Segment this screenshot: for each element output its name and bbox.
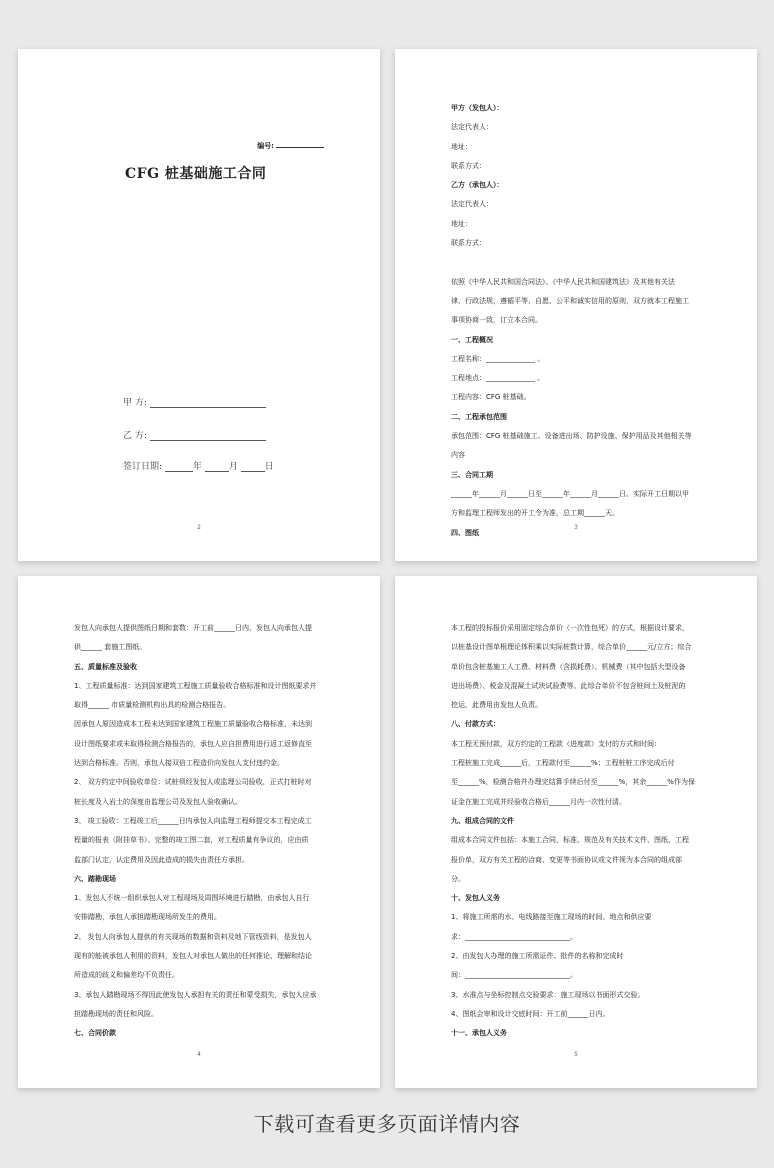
month-blank (205, 462, 229, 472)
page-3-text (451, 99, 701, 543)
section-heading: 十一、承包人义务 (451, 1029, 507, 1038)
body-line: 本工程无预付款，双方约定的工程款（进度款）支付的方式和时间： (451, 739, 661, 748)
contract-number-label: 编号: (257, 142, 274, 150)
body-line: 联系方式： (451, 239, 486, 248)
body-line: 发包人向承包人提供图纸日期和套数：开工前______日内，发包人向承包人提 (74, 624, 312, 632)
body-line: 单价包含桩基施工人工费、材料费（含损耗费）、机械费（其中包括大型设备 (451, 662, 686, 671)
month-label: 月 (228, 462, 238, 472)
sign-date-line (123, 459, 274, 472)
body-line: 2、 发包人向承包人提供的有关现场的数据和资料及地下管线资料，是发包人 (74, 932, 312, 941)
contract-number (257, 141, 324, 151)
body-line: 取得______ 市质量检测机构出具的检测合格报告。 (74, 701, 231, 710)
body-line: 事项协商一致，订立本合同。 (451, 316, 542, 325)
body-line (451, 253, 701, 272)
section-heading: 六、踏勘现场 (74, 874, 116, 883)
year-label: 年 (192, 462, 202, 472)
body-line: 因承包人原因造成本工程未达到国家建筑工程施工质量验收合格标准、未达到 (74, 720, 312, 729)
page-number: 5 (574, 1051, 578, 1058)
body-line: 1、将施工所需的水、电线路接至施工现场的时间、地点和供应要 (451, 913, 652, 922)
body-line: 达到合格标准。否则，承包人接双倍工程造价向发包人支付违约金。 (74, 759, 284, 768)
body-line: 分。 (451, 874, 465, 883)
body-line: 法定代表人： (451, 123, 493, 132)
body-line: 3、水准点与坐标控制点交验要求：施工现场以书面形式交验。 (451, 990, 645, 999)
page-number: 2 (197, 524, 201, 531)
page-5 (395, 576, 757, 1088)
section-heading: 五、质量标准及验收 (74, 662, 137, 671)
section-heading: 十、发包人义务 (451, 894, 500, 903)
page-3 (395, 49, 757, 561)
body-line: 供______ 套施工图纸。 (74, 643, 147, 652)
body-line: 工程内容：CFG 桩基础。 (451, 393, 531, 402)
body-line: 安排踏勘，承包人承担踏勘现场所发生的费用。 (74, 913, 221, 922)
day-blank (241, 462, 265, 472)
section-heading: 八、付款方式： (451, 720, 500, 729)
body-line: 本工程的投标报价采用固定综合单价（一次性包死）的方式，根据设计要求， (451, 624, 689, 632)
section-heading: 乙方（承包人）： (451, 181, 504, 190)
body-line: 求：______________________________。 (451, 932, 577, 941)
body-line: 至______%，检测合格并办理完结算手续后付至______%，其余______%作为保 (451, 778, 695, 787)
body-line: 设计图纸要求或未取得检测合格报告的，承包人应自担费用进行返工返修直至 (74, 739, 312, 748)
body-line: 现有的能被承包人利用的资料，发包人对承包人做出的任何推论、理解和结论 (74, 952, 312, 961)
body-line: 报价单，双方有关工程的洽商、变更等书面协议或文件视为本合同的组成部 (451, 855, 682, 864)
body-line: 证金在施工完成并经验收合格后______月内一次性付清。 (451, 797, 626, 806)
body-line: 桩长度及入岩土的深度由监理公司及发包人验收确认。 (74, 797, 242, 806)
download-caption: 下载可查看更多页面详情内容 (253, 1112, 521, 1136)
body-line: 地址： (451, 142, 472, 151)
body-line: 2、 双方约定中间验收单位：试桩须经发包人或监理公司验收，正式打桩时对 (74, 778, 312, 787)
section-heading: 一、工程概况 (451, 335, 493, 344)
body-line: 程量的报表（附挂草书）、完整的竣工图二套，对工程质量有争议的，应由质 (74, 836, 309, 845)
body-line: 承包范围：CFG 桩基础施工、设备进出场、防护设施、保护用品及其他相关等 (451, 432, 692, 441)
page-4 (18, 576, 380, 1088)
body-line: 以桩基设计图单根理论体积乘以实际桩数计算，综合单价______元/立方；综合 (451, 643, 692, 652)
sign-date-label: 签订日期: (123, 462, 163, 472)
page-2-cover (18, 49, 380, 561)
body-line: 进出场费）、税金及混凝土试块试验费等。此综合单价不包含桩间土及桩泥的 (451, 681, 686, 690)
contract-title: CFG 桩基础施工合同 (125, 166, 267, 182)
year-blank (165, 462, 193, 472)
body-line: 工程地点：______________ 。 (451, 374, 545, 383)
party-a-blank (150, 398, 266, 408)
body-line: 1、工程质量标准：达到国家建筑工程施工质量验收合格标准和设计图纸要求并 (74, 681, 317, 690)
section-heading: 甲方（发包人）： (451, 104, 504, 112)
section-heading: 四、图纸 (451, 528, 479, 537)
body-line: 所造成的歧义和偏差均不负责任。 (74, 971, 179, 980)
body-line: 间：______________________________。 (451, 971, 577, 980)
body-line: 联系方式： (451, 161, 486, 170)
party-a-line (123, 395, 266, 408)
section-heading: 九、组成合同的文件 (451, 816, 514, 825)
party-b-label: 乙 方: (123, 431, 147, 441)
party-b-blank (150, 431, 266, 441)
page-number: 4 (197, 1051, 201, 1058)
body-line: 挖运，此费用由发包人负责。 (451, 701, 542, 710)
page-4-text (74, 619, 324, 1044)
body-line: 地址： (451, 219, 472, 228)
section-heading: 二、工程承包范围 (451, 412, 507, 421)
body-line: 监部门认定，认定费用及因此造成的损失由责任方承担。 (74, 855, 249, 864)
body-line: 2、由发包人办理的施工所需证件、批件的名称和完成时 (451, 952, 624, 961)
page-5-text (451, 619, 701, 1044)
body-line: 1、发包人不统一组织承包人对工程现场及周围环境进行踏勘，由承包人自行 (74, 894, 310, 903)
contract-number-blank (276, 141, 324, 148)
body-line: 律、行政法规，遵循平等、自愿、公平和诚实信用的原则，双方就本工程施工 (451, 296, 689, 305)
body-line: 内容 (451, 451, 465, 460)
body-line: 3、承包人踏勘现场不得因此使发包人承担有关的责任和蒙受损失，承包人应承 (74, 990, 317, 999)
body-line: ______年______月______日至______年______月______日。实际开工日期以甲 (451, 489, 689, 498)
body-line: 3、 竣工验收：工程竣工后______日内承包人向监理工程师提交本工程完成工 (74, 816, 312, 825)
body-line: 工程名称：______________ 。 (451, 354, 545, 363)
party-a-label: 甲 方: (123, 398, 147, 408)
body-line: 组成本合同文件包括：本施工合同，标准、规范及有关技术文件、图纸、工程 (451, 836, 689, 845)
body-line: 依照《中华人民共和国合同法》、《中华人民共和国建筑法》及其他有关法 (451, 277, 675, 286)
party-b-line (123, 428, 266, 441)
page-number: 3 (574, 524, 578, 531)
section-heading: 七、合同价款 (74, 1029, 116, 1038)
body-line: 工程桩施工完成______后，工程款付至______%；工程桩桩工序完成后付 (451, 759, 675, 768)
day-label: 日 (264, 462, 274, 472)
body-line: 4、图纸会审和设计交底时间：开工前______日内。 (451, 1009, 610, 1018)
section-heading: 三、合同工期 (451, 470, 493, 479)
body-line: 担踏勘现场的责任和风险。 (74, 1009, 158, 1018)
body-line: 方和监理工程师发出的开工令为准，总工期______天。 (451, 509, 619, 518)
body-line: 法定代表人： (451, 200, 493, 209)
